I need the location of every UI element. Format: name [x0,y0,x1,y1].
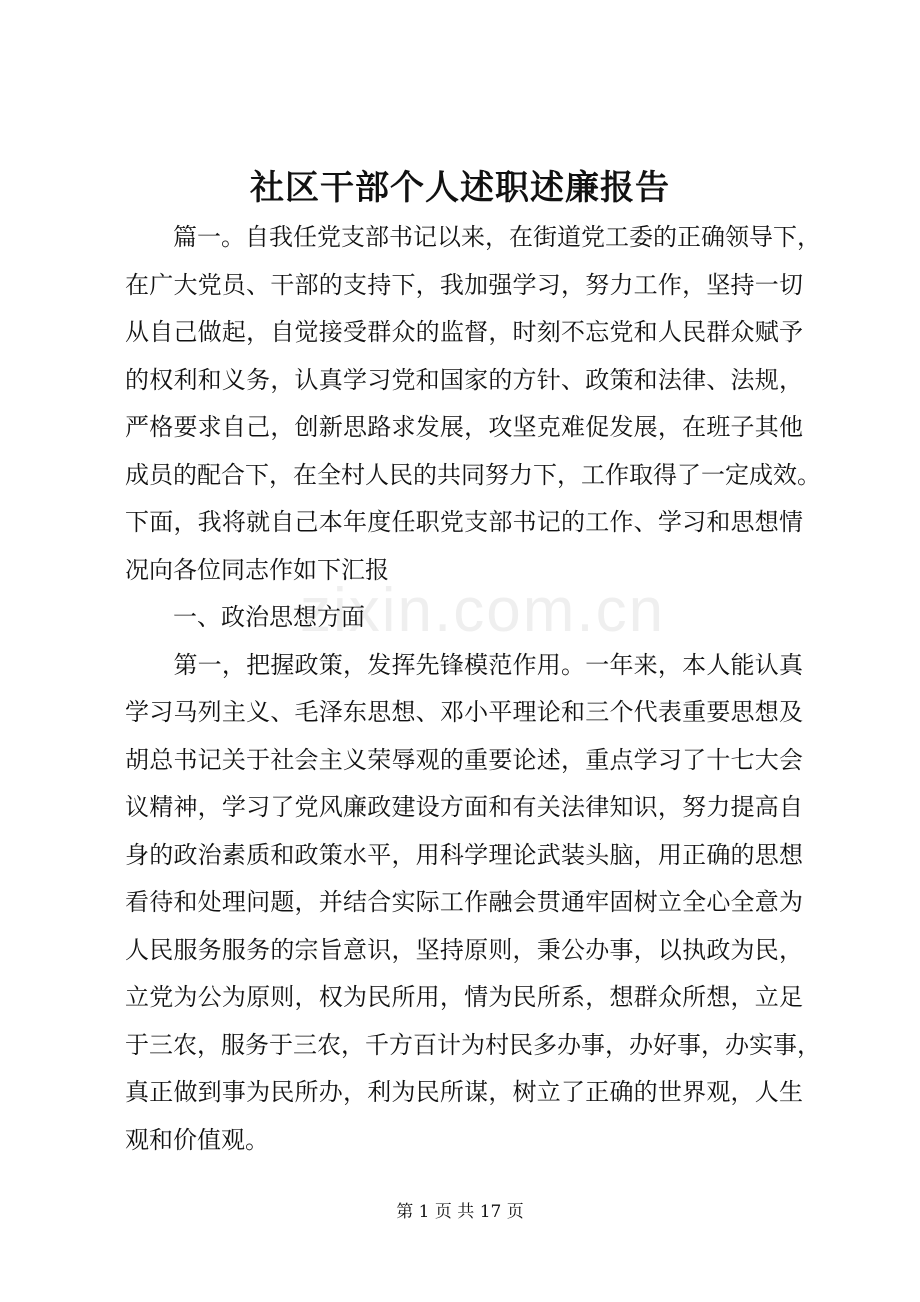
body-line: 在广大党员、干部的支持下，我加强学习，努力工作，坚持一切 [125,270,803,299]
body-line: 成员的配合下，在全村人民的共同努力下，工作取得了一定成效。 [125,460,821,489]
body-line: 下面，我将就自己本年度任职党支部书记的工作、学习和思想情 [125,508,803,536]
body-line: 况向各位同志作如下汇报 [125,555,389,584]
body-line: 人民服务服务的宗旨意识，坚持原则，秉公办事，以执政为民， [125,935,803,964]
body-line: 于三农，服务于三农，千方百计为村民多办事，办好事，办实事， [125,1030,821,1059]
section-heading: 一、政治思想方面 [125,603,365,631]
body-line: 胡总书记关于社会主义荣辱观的重要论述，重点学习了十七大会 [125,745,803,774]
watermark: zixin.com.cn [300,576,666,645]
body-line: 学习马列主义、毛泽东思想、邓小平理论和三个代表重要思想及 [125,698,803,726]
body-line: 从自己做起，自觉接受群众的监督，时刻不忘党和人民群众赋予 [125,318,803,346]
body-line: 立党为公为原则，权为民所用，情为民所系，想群众所想，立足 [125,983,803,1011]
page-footer: 第 1 页 共 17 页 [396,1202,524,1222]
body-line: 观和价值观。 [125,1125,269,1154]
body-line: 严格要求自己，创新思路求发展，攻坚克难促发展，在班子其他 [125,413,803,441]
body-line: 身的政治素质和政策水平，用科学理论武装头脑，用正确的思想 [125,840,803,869]
body-line: 议精神，学习了党风廉政建设方面和有关法律知识，努力提高自 [125,793,803,821]
document-title: 社区干部个人述职述廉报告 [250,168,670,208]
body-line: 第一，把握政策，发挥先锋模范作用。一年来，本人能认真 [125,650,803,679]
document-body [125,214,821,1164]
body-line: 看待和处理问题，并结合实际工作融会贯通牢固树立全心全意为 [125,888,803,916]
body-line: 真正做到事为民所办，利为民所谋，树立了正确的世界观，人生 [125,1078,803,1106]
body-line: 篇一。自我任党支部书记以来，在街道党工委的正确领导下， [125,223,821,251]
body-line: 的权利和义务，认真学习党和国家的方针、政策和法律、法规， [125,365,803,394]
